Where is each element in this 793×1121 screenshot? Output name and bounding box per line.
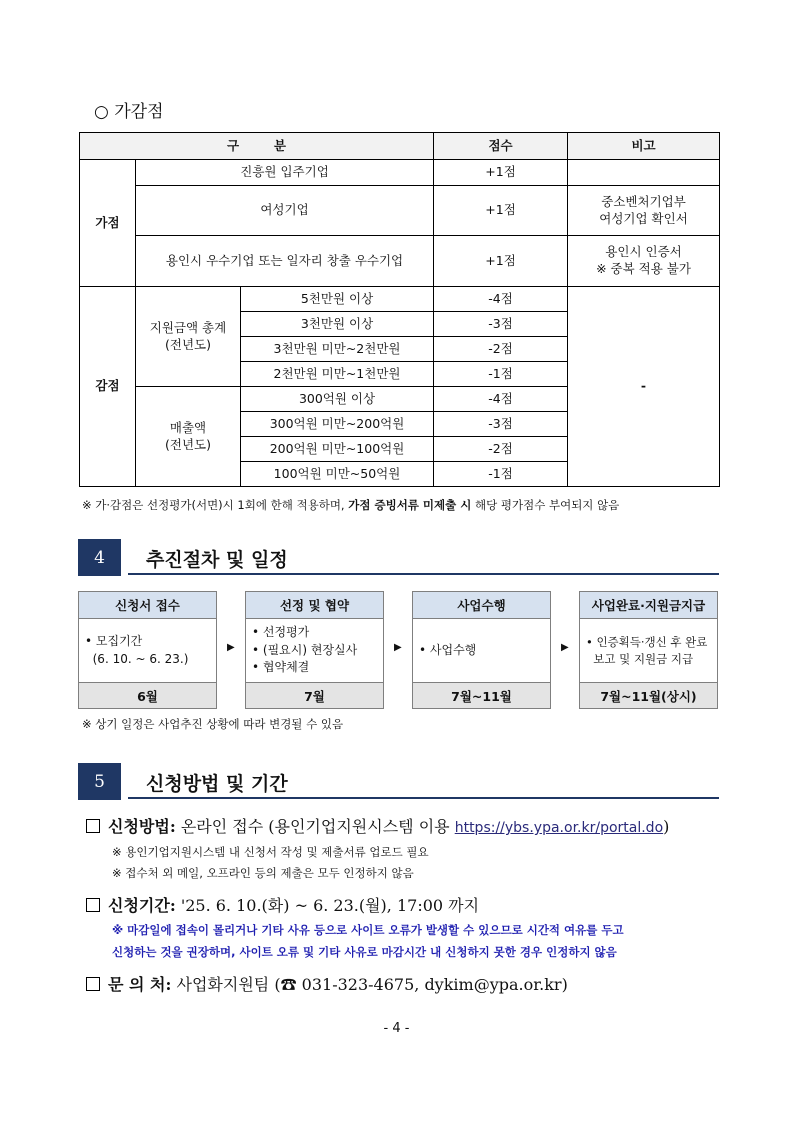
header-category: 구 분 (80, 133, 434, 160)
penalty-score: -3점 (434, 312, 568, 337)
step-body (246, 619, 383, 682)
note-bold-text: 가점 증빙서류 미제출 시 (348, 498, 472, 512)
step-line: • 모집기간 (85, 634, 143, 649)
note-text: ※ 가·감점은 선정평가(서면)시 1회에 한해 적용하며, (82, 498, 349, 512)
group-label-line: 매출액 (169, 419, 207, 435)
apply-method (86, 814, 669, 837)
section-divider (128, 797, 719, 799)
section-title-bonus: ○ 가감점 (94, 102, 164, 122)
checkbox-icon (86, 898, 100, 912)
portal-link[interactable]: https://ybs.ypa.or.kr/portal.do (454, 820, 664, 836)
section-divider (128, 573, 719, 575)
penalty-item: 3천만원 미만~2천만원 (241, 337, 434, 362)
step-line: • (필요시) 현장실사 (252, 642, 358, 657)
penalty-score: -2점 (434, 337, 568, 362)
section-number-4: 4 (78, 539, 121, 576)
step-period: 6월 (79, 682, 216, 708)
bonus-score: +1점 (434, 236, 568, 287)
table-header-row (80, 133, 720, 160)
section-number-5: 5 (78, 763, 121, 800)
bonus-note (82, 497, 619, 513)
group-label-line: 지원금액 총계 (149, 319, 227, 335)
checkbox-icon (86, 977, 100, 991)
page-number: - 4 - (383, 1021, 410, 1036)
bonus-remark (568, 236, 720, 287)
remark-line: 여성기업 확인서 (599, 210, 688, 226)
penalty-score: -4점 (434, 387, 568, 412)
step-line: • 선정평가 (252, 625, 310, 640)
remark-line: 중소벤처기업부 (601, 193, 686, 209)
bonus-item: 진흥원 입주기업 (136, 160, 434, 186)
contact-label: 문 의 처: (108, 975, 172, 994)
step-period: 7월~11월 (413, 682, 550, 708)
penalty-item: 300억원 이상 (241, 387, 434, 412)
penalty-group-label (136, 287, 241, 387)
step-header: 신청서 접수 (79, 592, 216, 619)
group-label-line: (전년도) (165, 436, 211, 452)
header-remark: 비고 (568, 133, 720, 160)
process-step (245, 591, 384, 709)
step-header: 사업수행 (413, 592, 550, 619)
step-body (79, 619, 216, 682)
method-value-end: ) (663, 817, 670, 836)
step-line: 보고 및 지원금 지급 (586, 651, 694, 666)
remark-line: ※ 중복 적용 불가 (596, 261, 691, 276)
bonus-penalty-table (79, 132, 720, 487)
method-value: 온라인 접수 (용인기업지원시스템 이용 (175, 817, 455, 836)
table-row (80, 236, 720, 287)
step-line: • 인증획득·갱신 후 완료 (586, 634, 708, 649)
method-note: ※ 용인기업지원시스템 내 신청서 작성 및 제출서류 업로드 필요 (112, 845, 429, 859)
penalty-label: 감점 (80, 287, 136, 487)
schedule-note: ※ 상기 일정은 사업추진 상황에 따라 변경될 수 있음 (82, 717, 344, 731)
process-step (412, 591, 551, 709)
section-title-4: 추진절차 및 일정 (146, 549, 288, 571)
step-period: 7월 (246, 682, 383, 708)
period-value: '25. 6. 10.(화) ~ 6. 23.(월), 17:00 까지 (175, 896, 480, 915)
penalty-score: -2점 (434, 437, 568, 462)
contact-value: 사업화지원팀 (☎ 031-323-4675, dykim@ypa.or.kr) (171, 975, 568, 994)
penalty-item: 300억원 미만~200억원 (241, 412, 434, 437)
step-line: • 사업수행 (419, 642, 477, 657)
remark-line: 용인시 인증서 (605, 244, 682, 260)
period-warning: ※ 마감일에 접속이 몰리거나 기타 사유 등으로 사이트 오류가 발생할 수 있으므로 시간적 여유를 두고 (112, 923, 624, 937)
process-step (579, 591, 718, 709)
bonus-item: 여성기업 (136, 186, 434, 236)
method-note: ※ 접수처 외 메일, 오프라인 등의 제출은 모두 인정하지 않음 (112, 866, 414, 880)
step-period: 7월~11월(상시) (580, 682, 717, 708)
table-row (80, 160, 720, 186)
penalty-item: 100억원 미만~50억원 (241, 462, 434, 487)
penalty-remark: - (568, 287, 720, 487)
step-line: • 협약체결 (252, 660, 310, 675)
process-step (78, 591, 217, 709)
step-line: (6. 10. ~ 6. 23.) (85, 651, 189, 666)
table-row (80, 186, 720, 236)
checkbox-icon (86, 819, 100, 833)
period-label: 신청기간: (108, 896, 176, 915)
bonus-label: 가점 (80, 160, 136, 287)
arrow-icon: ▶ (394, 642, 402, 653)
penalty-item: 2천만원 미만~1천만원 (241, 362, 434, 387)
header-score: 점수 (434, 133, 568, 160)
bonus-score: +1점 (434, 160, 568, 186)
step-body (413, 619, 550, 682)
penalty-item: 200억원 미만~100억원 (241, 437, 434, 462)
step-body (580, 619, 717, 682)
table-row (80, 287, 720, 312)
penalty-score: -4점 (434, 287, 568, 312)
penalty-item: 5천만원 이상 (241, 287, 434, 312)
period-warning: 신청하는 것을 권장하며, 사이트 오류 및 기타 사유로 마감시간 내 신청하지 못한 경우 인정하지 않음 (112, 945, 617, 959)
penalty-score: -3점 (434, 412, 568, 437)
note-text: 해당 평가점수 부여되지 않음 (471, 498, 620, 512)
arrow-icon: ▶ (227, 642, 235, 653)
bonus-score: +1점 (434, 186, 568, 236)
penalty-score: -1점 (434, 362, 568, 387)
step-header: 선정 및 협약 (246, 592, 383, 619)
apply-period (86, 893, 479, 916)
contact-info (86, 972, 568, 995)
arrow-icon: ▶ (561, 642, 569, 653)
penalty-item: 3천만원 이상 (241, 312, 434, 337)
bonus-remark (568, 160, 720, 186)
section-title-5: 신청방법 및 기간 (146, 773, 288, 795)
group-label-line: (전년도) (165, 336, 211, 352)
method-label: 신청방법: (108, 817, 176, 836)
step-header: 사업완료·지원금지급 (580, 592, 717, 619)
bonus-remark (568, 186, 720, 236)
penalty-group-label (136, 387, 241, 487)
penalty-score: -1점 (434, 462, 568, 487)
bonus-item: 용인시 우수기업 또는 일자리 창출 우수기업 (136, 236, 434, 287)
